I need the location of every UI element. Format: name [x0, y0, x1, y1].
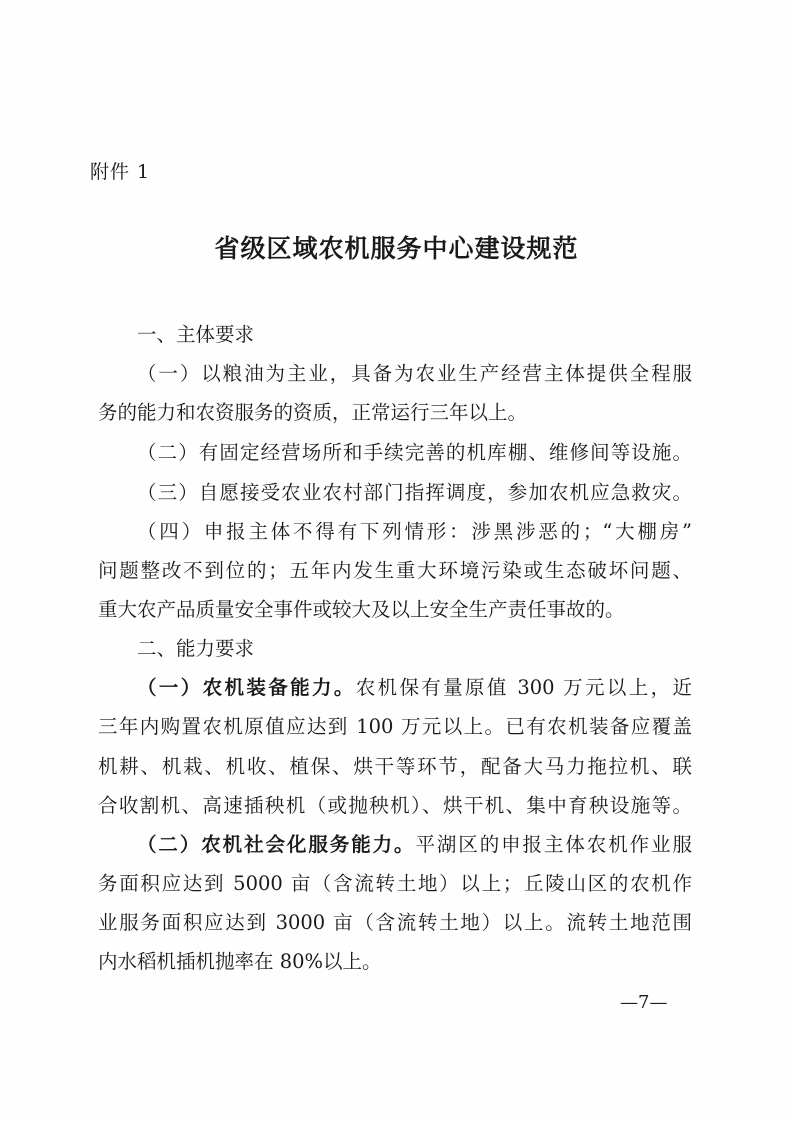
paragraph-line: 问题整改不到位的；五年内发生重大环境污染或生态破坏问题、 — [98, 559, 692, 582]
paragraph-line: 务面积应达到 5000 亩（含流转土地）以上；丘陵山区的农机作 — [98, 872, 692, 895]
paragraph-text: 农机保有量原值 300 万元以上，近 — [355, 676, 692, 699]
paragraph-line: 务的能力和农资服务的资质，正常运行三年以上。 — [98, 401, 528, 424]
document-title: 省级区域农机服务中心建设规范 — [214, 234, 579, 263]
paragraph-line: （三）自愿接受农业农村部门指挥调度，参加农机应急救灾。 — [137, 481, 692, 504]
paragraph-line: （二）有固定经营场所和手续完善的机库棚、维修间等设施。 — [137, 441, 692, 464]
paragraph-line: 重大农产品质量安全事件或较大及以上安全生产责任事故的。 — [98, 598, 625, 621]
subheading-equipment: （一）农机装备能力。 — [137, 676, 356, 699]
attachment-label: 附件 1 — [90, 161, 151, 183]
paragraph-line — [137, 833, 692, 857]
paragraph-line — [137, 676, 692, 700]
section-heading-1: 一、主体要求 — [137, 323, 255, 346]
paragraph-line: 合收割机、高速插秧机（或抛秧机）、烘干机、集中育秧设施等。 — [98, 794, 692, 817]
subheading-service: （二）农机社会化服务能力。 — [137, 833, 416, 856]
paragraph-line: 机耕、机栽、机收、植保、烘干等环节，配备大马力拖拉机、联 — [98, 755, 692, 778]
page-number: —7— — [620, 992, 668, 1013]
paragraph-text: 平湖区的申报主体农机作业服 — [415, 833, 692, 856]
paragraph-line: （四）申报主体不得有下列情形：涉黑涉恶的；“大棚房” — [137, 520, 692, 543]
section-heading-2: 二、能力要求 — [137, 637, 255, 660]
paragraph-line: 业服务面积应达到 3000 亩（含流转土地）以上。流转土地范围 — [98, 911, 692, 934]
paragraph-line: （一）以粮油为主业，具备为农业生产经营主体提供全程服 — [137, 362, 692, 385]
paragraph-line: 内水稻机插机抛率在 80%以上。 — [98, 950, 382, 973]
paragraph-line: 三年内购置农机原值应达到 100 万元以上。已有农机装备应覆盖 — [98, 715, 692, 738]
